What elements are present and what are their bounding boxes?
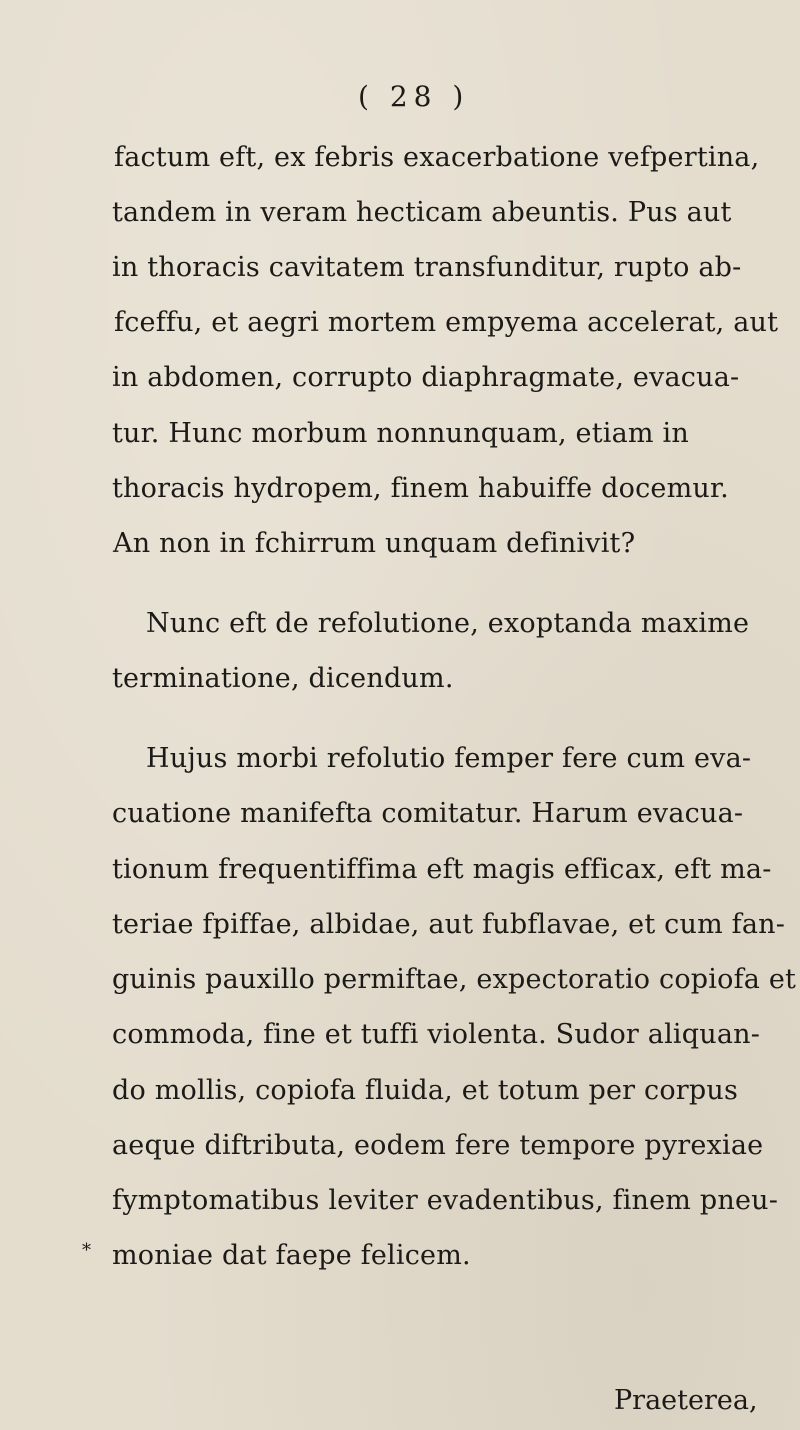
text-line: An non in fchirrum unquam definivit? — [113, 528, 636, 559]
text-line: in abdomen, corrupto diaphragmate, evacua- — [112, 362, 740, 393]
text-line: guinis pauxillo permiftae, expectoratio copiofa et — [112, 964, 797, 995]
text-line: thoracis hydropem, finem habuiffe docemur. — [112, 473, 729, 504]
text-line: commoda, fine et tuffi violenta. Sudor aliquan- — [112, 1019, 761, 1050]
text-line: moniae dat faepe felicem. — [112, 1240, 471, 1271]
text-line: do mollis, copiofa fluida, et totum per corpus — [112, 1075, 739, 1106]
text-line: cuatione manifefta comitatur. Harum evacua- — [112, 798, 744, 829]
text-line: factum eft, ex febris exacerbatione vefpertina, — [114, 142, 760, 173]
text-line: teriae fpiffae, albidae, aut fubflavae, et cum fan- — [112, 909, 786, 940]
text-line: tandem in veram hecticam abeuntis. Pus aut — [112, 197, 732, 228]
text-line: Nunc eft de refolutione, exoptanda maxime — [146, 608, 750, 639]
text-line: fymptomatibus leviter evadentibus, finem pneu- — [112, 1185, 779, 1216]
text-line: aeque diftributa, eodem fere tempore pyrexiae — [112, 1130, 764, 1161]
text-line: fceffu, et aegri mortem empyema accelerat, aut — [114, 307, 779, 338]
text-line: tur. Hunc morbum nonnunquam, etiam in — [112, 418, 689, 449]
text-line: in thoracis cavitatem transfunditur, rupto ab- — [112, 252, 742, 283]
margin-mark: * — [82, 1240, 91, 1261]
page-number: ( 28 ) — [358, 80, 470, 113]
catchword: Praeterea, — [614, 1385, 758, 1416]
text-line: Hujus morbi refolutio femper fere cum eva- — [146, 743, 752, 774]
text-line: terminatione, dicendum. — [112, 663, 454, 694]
text-line: tionum frequentiffima eft magis efficax, eft ma- — [112, 854, 772, 885]
